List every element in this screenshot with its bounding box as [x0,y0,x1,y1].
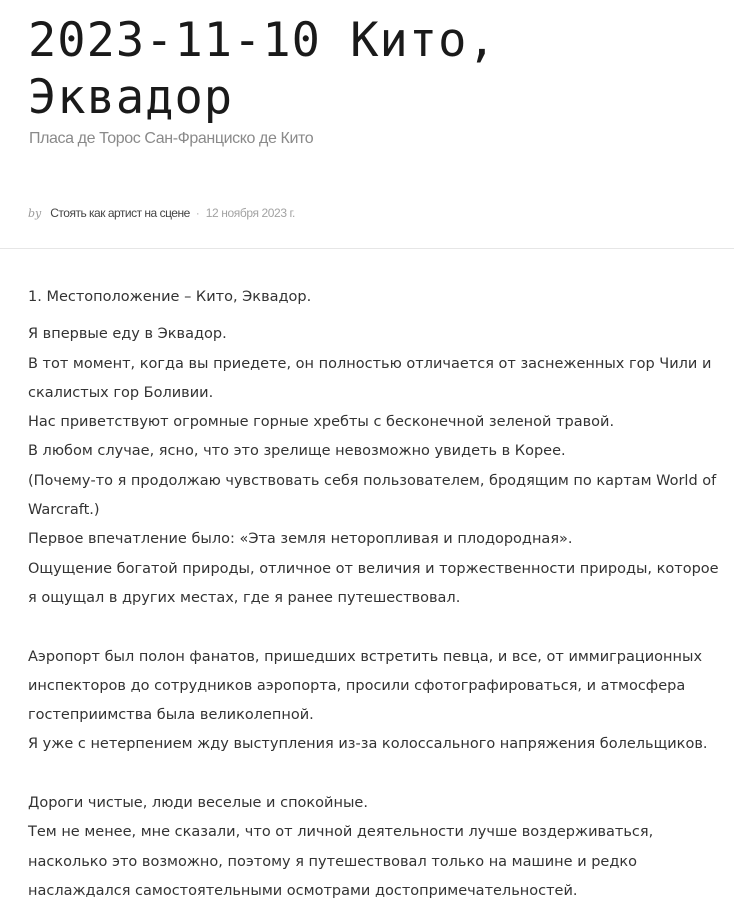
post-byline [28,206,295,220]
content-line: скалистых гор Боливии. [28,384,214,401]
author-link[interactable]: Стоять как артист на сцене [50,206,190,220]
blank-line [28,613,720,642]
content-line: (Почему-то я продолжаю чувствовать себя пользователем, бродящим по картам World of [28,472,717,489]
content-line: Дороги чистые, люди веселые и спокойные. [28,795,368,812]
content-line: наслаждался самостоятельными осмотрами достопримечательностей. [28,882,578,899]
content-heading: 1. Местоположение – Кито, Эквадор. [28,289,312,305]
post-subtitle: Пласа де Торос Сан-Франциско де Кито [29,130,314,147]
post-title-line-2: Эквадор [28,70,234,125]
post-date: 12 ноября 2023 г. [205,206,295,220]
byline-separator: · [195,206,200,220]
blank-line [28,760,720,789]
content-line: Тем не менее, мне сказали, что от личной деятельности лучше воздерживаться, [28,824,654,841]
content-line: я ощущал в других местах, где я ранее путешествовал. [28,589,461,606]
content-line: Первое впечатление было: «Эта земля неторопливая и плодородная». [28,531,573,548]
content-line: насколько это возможно, поэтому я путешествовал только на машине и редко [28,853,638,870]
content-line: В любом случае, ясно, что это зрелище невозможно увидеть в Корее. [28,443,566,460]
paragraph-gap [28,312,720,320]
post-title [28,12,718,126]
content-line: Я уже с нетерпением жду выступления из-за колоссального напряжения болельщиков. [28,736,708,753]
by-label: by [28,206,42,220]
content-line: гостеприимства была великолепной. [28,707,314,724]
content-line: Ощущение богатой природы, отличное от величия и торжественности природы, которое [28,560,719,577]
content-line: Warcraft.) [28,502,100,519]
content-line: Я впервые еду в Эквадор. [28,326,227,343]
post-content [28,283,720,906]
post-header [0,0,734,249]
content-line: инспекторов до сотрудников аэропорта, просили сфотографироваться, и атмосфера [28,677,686,694]
content-line: Аэропорт был полон фанатов, пришедших встретить певца, и все, от иммиграционных [28,648,703,665]
post-title-line-1: 2023-11-10 Кито, [28,13,497,68]
content-line: В тот момент, когда вы приедете, он полностью отличается от заснеженных гор Чили и [28,355,712,372]
content-lines [28,320,720,906]
content-line: Нас приветствуют огромные горные хребты с бесконечной зеленой травой. [28,414,615,431]
